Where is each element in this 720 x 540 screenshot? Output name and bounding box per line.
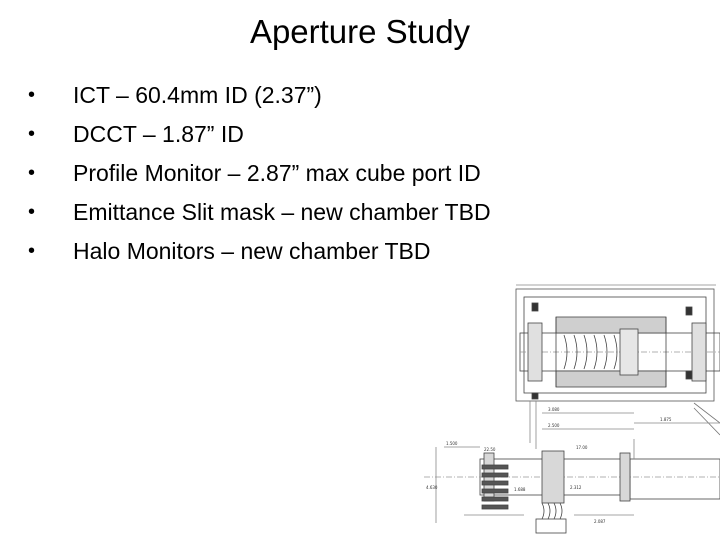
dimension-label: 2.500 [548, 423, 560, 428]
bullet-item [28, 115, 491, 154]
bullet-list [28, 76, 491, 271]
dimension-label: 1.875 [660, 417, 672, 422]
dimension-label: 4.630 [426, 485, 438, 490]
dimension-label: 2.312 [570, 485, 582, 490]
bullet-dot-icon: • [28, 162, 36, 184]
bullet-text: ICT – 60.4mm ID (2.37”) [73, 82, 322, 108]
bullet-dot-icon: • [28, 201, 36, 223]
bullet-item [28, 154, 491, 193]
bullet-text: Halo Monitors – new chamber TBD [73, 238, 431, 264]
dimension-label: 1.688 [514, 487, 526, 492]
dimension-label: 22.50 [484, 447, 496, 452]
dimension-label: 17.00 [576, 445, 588, 450]
bullet-dot-icon: • [28, 123, 36, 145]
dimension-label: 1.500 [446, 441, 458, 446]
bullet-item [28, 193, 491, 232]
bullet-dot-icon: • [28, 240, 36, 262]
bullet-text: DCCT – 1.87” ID [73, 121, 244, 147]
dimension-label: 2.087 [594, 519, 606, 524]
slide-title: Aperture Study [249, 13, 471, 50]
bullet-item [28, 232, 491, 271]
bullet-text: Emittance Slit mask – new chamber TBD [73, 199, 491, 225]
bullet-text: Profile Monitor – 2.87” max cube port ID [73, 160, 481, 186]
dimension-label: 3.080 [548, 407, 560, 412]
bullet-dot-icon: • [28, 84, 36, 106]
technical-drawing-icon [424, 283, 720, 540]
bullet-item [28, 76, 491, 115]
